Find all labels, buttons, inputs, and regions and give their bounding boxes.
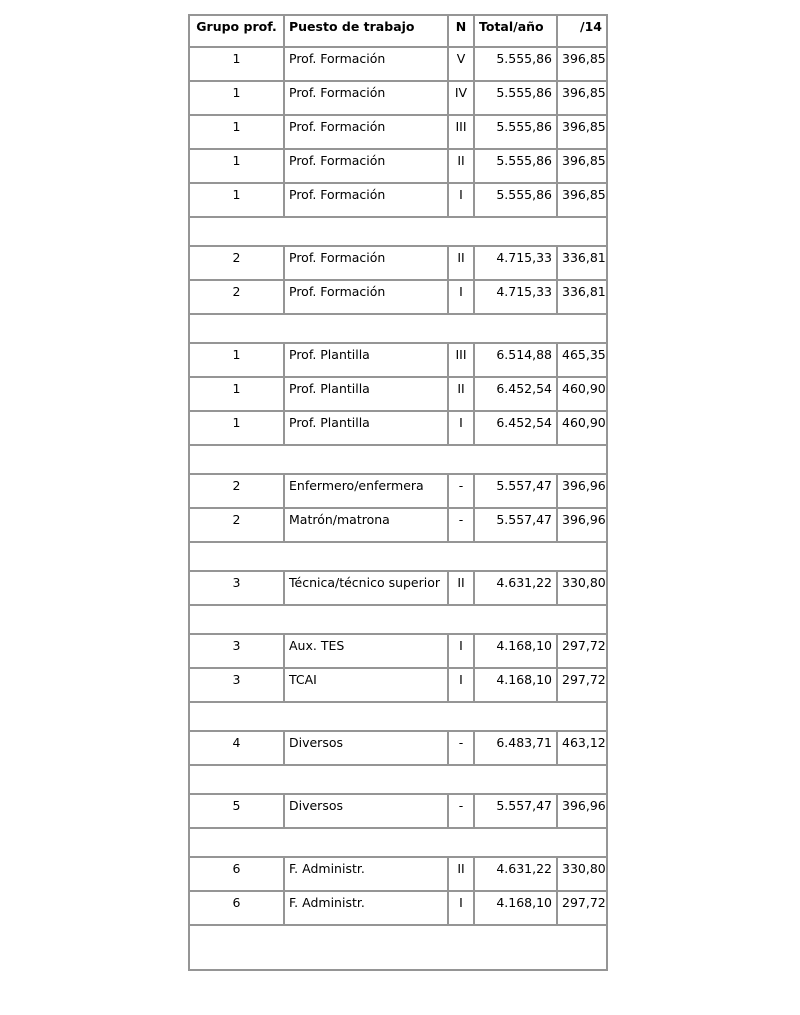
cell-catorceava: 460,90 — [557, 377, 607, 411]
cell-puesto-de-trabajo: Prof. Formación — [284, 149, 448, 183]
table-row — [189, 377, 607, 411]
header-row — [189, 15, 607, 47]
cell-grupo-prof: 1 — [189, 183, 284, 217]
salary-table — [188, 14, 608, 971]
cell-puesto-de-trabajo: Prof. Formación — [284, 115, 448, 149]
cell-nivel: V — [448, 47, 474, 81]
cell-grupo-prof: 2 — [189, 280, 284, 314]
cell-puesto-de-trabajo: Prof. Formación — [284, 280, 448, 314]
cell-total-ano: 4.168,10 — [474, 891, 557, 925]
table-row — [189, 668, 607, 702]
cell-puesto-de-trabajo: TCAI — [284, 668, 448, 702]
cell-total-ano: 6.483,71 — [474, 731, 557, 765]
cell-nivel: - — [448, 508, 474, 542]
separator-row — [189, 605, 607, 634]
cell-total-ano: 5.555,86 — [474, 149, 557, 183]
separator-cell — [189, 445, 607, 474]
cell-total-ano: 5.555,86 — [474, 183, 557, 217]
cell-grupo-prof: 4 — [189, 731, 284, 765]
separator-row — [189, 702, 607, 731]
cell-puesto-de-trabajo: Matrón/matrona — [284, 508, 448, 542]
cell-nivel: II — [448, 246, 474, 280]
table-row — [189, 115, 607, 149]
table-row — [189, 343, 607, 377]
separator-row — [189, 542, 607, 571]
cell-grupo-prof: 1 — [189, 411, 284, 445]
cell-nivel: I — [448, 411, 474, 445]
cell-catorceava: 465,35 — [557, 343, 607, 377]
separator-cell — [189, 702, 607, 731]
cell-nivel: - — [448, 731, 474, 765]
separator-row — [189, 925, 607, 970]
cell-total-ano: 4.631,22 — [474, 571, 557, 605]
cell-puesto-de-trabajo: F. Administr. — [284, 857, 448, 891]
cell-puesto-de-trabajo: Técnica/técnico superior — [284, 571, 448, 605]
table-row — [189, 571, 607, 605]
cell-total-ano: 5.555,86 — [474, 115, 557, 149]
cell-grupo-prof: 3 — [189, 571, 284, 605]
column-header-nivel: N — [448, 15, 474, 47]
separator-cell — [189, 765, 607, 794]
table-row — [189, 474, 607, 508]
separator-cell — [189, 605, 607, 634]
separator-row — [189, 217, 607, 246]
cell-total-ano: 5.557,47 — [474, 508, 557, 542]
cell-puesto-de-trabajo: Prof. Formación — [284, 183, 448, 217]
cell-catorceava: 396,85 — [557, 81, 607, 115]
cell-catorceava: 330,80 — [557, 857, 607, 891]
cell-total-ano: 6.514,88 — [474, 343, 557, 377]
cell-grupo-prof: 3 — [189, 634, 284, 668]
cell-puesto-de-trabajo: Enfermero/enfermera — [284, 474, 448, 508]
cell-catorceava: 336,81 — [557, 246, 607, 280]
cell-puesto-de-trabajo: Prof. Plantilla — [284, 411, 448, 445]
column-header-catorceava: /14 — [557, 15, 607, 47]
separator-row — [189, 314, 607, 343]
cell-catorceava: 297,72 — [557, 891, 607, 925]
cell-puesto-de-trabajo: Aux. TES — [284, 634, 448, 668]
cell-puesto-de-trabajo: Prof. Plantilla — [284, 343, 448, 377]
table-row — [189, 857, 607, 891]
cell-catorceava: 396,85 — [557, 183, 607, 217]
cell-grupo-prof: 1 — [189, 343, 284, 377]
table-row — [189, 634, 607, 668]
cell-total-ano: 5.555,86 — [474, 81, 557, 115]
table-body — [189, 47, 607, 970]
table-row — [189, 47, 607, 81]
table-row — [189, 280, 607, 314]
cell-puesto-de-trabajo: F. Administr. — [284, 891, 448, 925]
cell-nivel: - — [448, 794, 474, 828]
table-row — [189, 246, 607, 280]
cell-catorceava: 463,12 — [557, 731, 607, 765]
separator-cell — [189, 217, 607, 246]
cell-nivel: II — [448, 857, 474, 891]
cell-nivel: - — [448, 474, 474, 508]
cell-nivel: I — [448, 634, 474, 668]
cell-grupo-prof: 1 — [189, 115, 284, 149]
cell-grupo-prof: 2 — [189, 474, 284, 508]
cell-grupo-prof: 3 — [189, 668, 284, 702]
cell-puesto-de-trabajo: Prof. Plantilla — [284, 377, 448, 411]
cell-catorceava: 336,81 — [557, 280, 607, 314]
cell-nivel: I — [448, 668, 474, 702]
separator-row — [189, 828, 607, 857]
cell-grupo-prof: 2 — [189, 246, 284, 280]
cell-grupo-prof: 1 — [189, 81, 284, 115]
cell-grupo-prof: 6 — [189, 857, 284, 891]
cell-total-ano: 4.715,33 — [474, 246, 557, 280]
cell-catorceava: 396,85 — [557, 115, 607, 149]
separator-cell — [189, 314, 607, 343]
cell-nivel: III — [448, 343, 474, 377]
cell-puesto-de-trabajo: Prof. Formación — [284, 81, 448, 115]
cell-catorceava: 396,96 — [557, 794, 607, 828]
cell-nivel: II — [448, 377, 474, 411]
cell-catorceava: 396,96 — [557, 508, 607, 542]
table-row — [189, 794, 607, 828]
separator-cell — [189, 542, 607, 571]
column-header-grupo-prof: Grupo prof. — [189, 15, 284, 47]
cell-catorceava: 297,72 — [557, 634, 607, 668]
column-header-total-ano: Total/año — [474, 15, 557, 47]
cell-nivel: III — [448, 115, 474, 149]
cell-puesto-de-trabajo: Prof. Formación — [284, 246, 448, 280]
table-row — [189, 891, 607, 925]
table-row — [189, 81, 607, 115]
cell-nivel: II — [448, 571, 474, 605]
table-row — [189, 731, 607, 765]
cell-grupo-prof: 6 — [189, 891, 284, 925]
cell-grupo-prof: 1 — [189, 47, 284, 81]
cell-catorceava: 297,72 — [557, 668, 607, 702]
cell-grupo-prof: 2 — [189, 508, 284, 542]
cell-total-ano: 4.168,10 — [474, 668, 557, 702]
cell-catorceava: 396,85 — [557, 47, 607, 81]
column-header-puesto-de-trabajo: Puesto de trabajo — [284, 15, 448, 47]
separator-row — [189, 445, 607, 474]
cell-total-ano: 4.631,22 — [474, 857, 557, 891]
table-row — [189, 149, 607, 183]
table-row — [189, 508, 607, 542]
cell-total-ano: 5.555,86 — [474, 47, 557, 81]
cell-catorceava: 460,90 — [557, 411, 607, 445]
cell-puesto-de-trabajo: Diversos — [284, 731, 448, 765]
table-row — [189, 411, 607, 445]
cell-puesto-de-trabajo: Diversos — [284, 794, 448, 828]
cell-total-ano: 6.452,54 — [474, 411, 557, 445]
cell-total-ano: 6.452,54 — [474, 377, 557, 411]
cell-total-ano: 5.557,47 — [474, 794, 557, 828]
cell-total-ano: 5.557,47 — [474, 474, 557, 508]
cell-grupo-prof: 5 — [189, 794, 284, 828]
salary-table-container — [188, 14, 608, 971]
cell-nivel: I — [448, 183, 474, 217]
cell-nivel: I — [448, 280, 474, 314]
cell-puesto-de-trabajo: Prof. Formación — [284, 47, 448, 81]
cell-total-ano: 4.168,10 — [474, 634, 557, 668]
cell-nivel: II — [448, 149, 474, 183]
cell-catorceava: 396,96 — [557, 474, 607, 508]
cell-grupo-prof: 1 — [189, 149, 284, 183]
cell-catorceava: 330,80 — [557, 571, 607, 605]
cell-catorceava: 396,85 — [557, 149, 607, 183]
cell-nivel: IV — [448, 81, 474, 115]
table-row — [189, 183, 607, 217]
cell-total-ano: 4.715,33 — [474, 280, 557, 314]
separator-cell — [189, 925, 607, 970]
cell-grupo-prof: 1 — [189, 377, 284, 411]
separator-row — [189, 765, 607, 794]
cell-nivel: I — [448, 891, 474, 925]
separator-cell — [189, 828, 607, 857]
